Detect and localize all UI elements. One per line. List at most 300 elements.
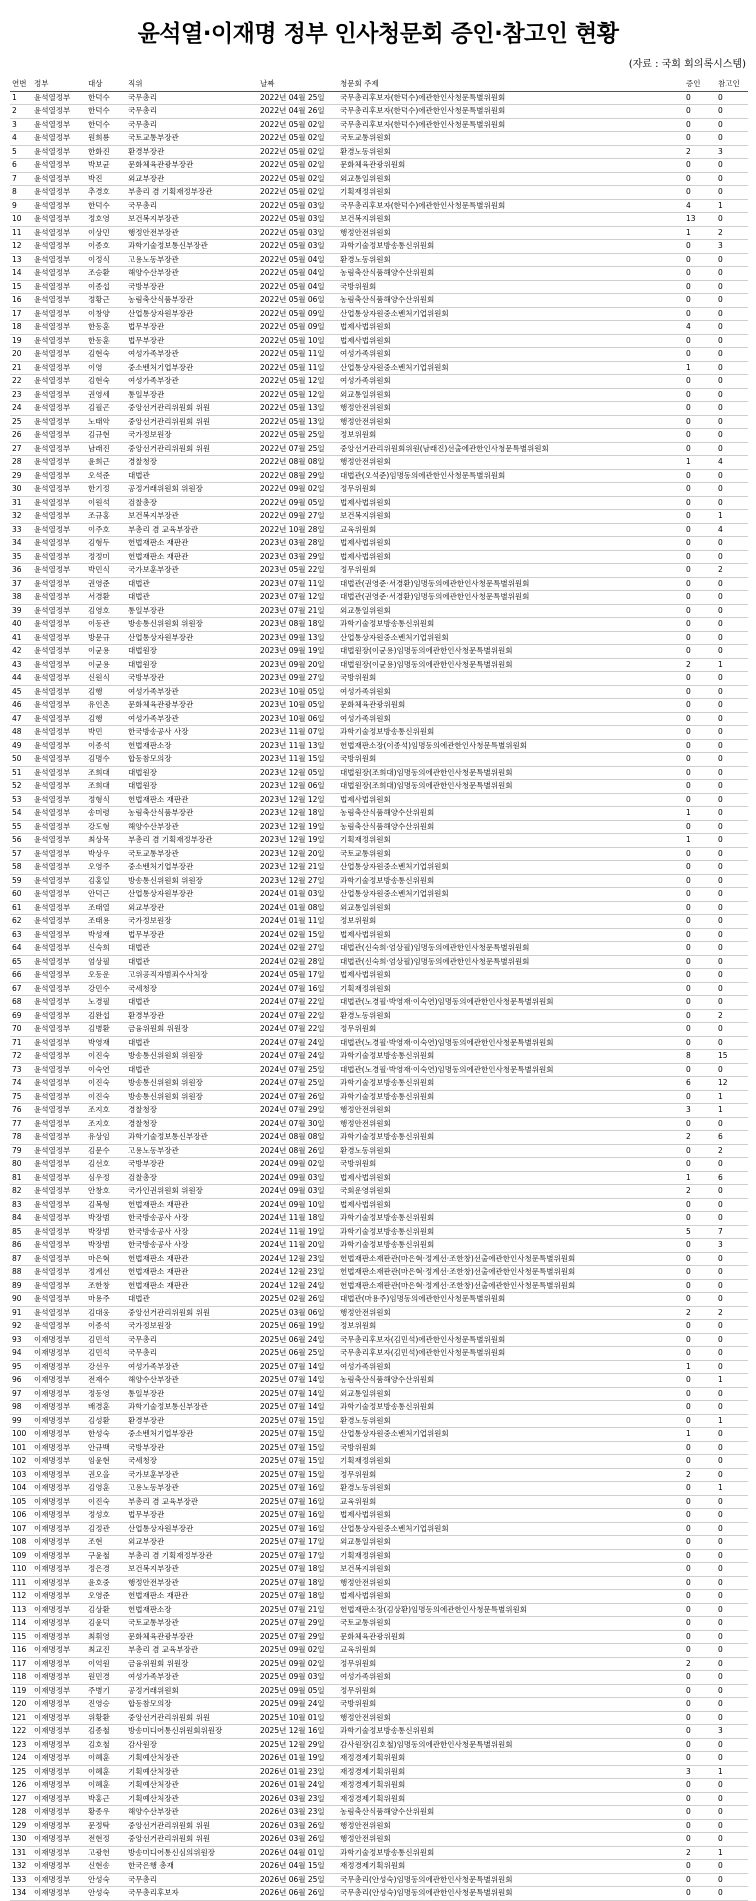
cell-date: 2022년 05월 13일 xyxy=(260,416,325,426)
table-row xyxy=(10,1401,748,1415)
table-row xyxy=(10,550,748,564)
cell-witnesses: 0 xyxy=(686,902,691,912)
cell-references: 3 xyxy=(718,1726,723,1735)
cell-government: 이재명정부 xyxy=(34,1861,71,1870)
cell-nominee: 이원석 xyxy=(88,497,110,507)
cell-number: 120 xyxy=(12,1699,27,1708)
cell-hearing-topic: 농림축산식품해양수산위원회 xyxy=(340,808,435,817)
cell-nominee: 엄상필 xyxy=(88,956,110,966)
cell-references: 0 xyxy=(718,956,723,966)
cell-number: 48 xyxy=(12,727,22,736)
cell-hearing-topic: 농림축산식품해양수산위원회 xyxy=(340,295,435,304)
cell-position: 기획예산처장관 xyxy=(128,1793,179,1803)
cell-witnesses: 0 xyxy=(686,1874,691,1884)
table-row xyxy=(10,1117,748,1131)
cell-nominee: 조규홍 xyxy=(88,511,110,520)
cell-witnesses: 0 xyxy=(686,700,691,709)
cell-government: 이재명정부 xyxy=(34,1402,71,1411)
cell-hearing-topic: 기획재정위원회 xyxy=(340,1550,391,1560)
cell-number: 76 xyxy=(12,1105,22,1114)
table-row xyxy=(10,483,748,497)
cell-references: 0 xyxy=(718,1510,723,1519)
cell-position: 대법관 xyxy=(128,1037,150,1047)
table-row xyxy=(10,226,748,240)
cell-references: 0 xyxy=(718,1429,723,1438)
cell-references: 15 xyxy=(718,1051,728,1060)
cell-number: 34 xyxy=(12,538,22,547)
cell-date: 2024년 07월 22일 xyxy=(260,997,325,1006)
cell-nominee: 유상임 xyxy=(88,1132,110,1141)
cell-nominee: 안성숙 xyxy=(88,1888,110,1897)
cell-witnesses: 4 xyxy=(686,322,691,331)
cell-position: 경찰청장 xyxy=(128,457,157,466)
cell-number: 53 xyxy=(12,794,22,804)
cell-government: 윤석열정부 xyxy=(34,281,71,291)
cell-number: 1 xyxy=(12,92,17,102)
cell-references: 0 xyxy=(718,754,723,763)
cell-position: 해양수산부장관 xyxy=(128,821,179,831)
cell-government: 윤석열정부 xyxy=(34,187,71,196)
cell-witnesses: 0 xyxy=(686,254,691,264)
cell-government: 이재명정부 xyxy=(34,1375,71,1384)
cell-government: 이재명정부 xyxy=(34,1658,71,1668)
cell-date: 2026년 03월 26일 xyxy=(260,1834,325,1843)
cell-date: 2022년 05월 03일 xyxy=(260,200,325,210)
table-row xyxy=(10,91,748,105)
cell-nominee: 김대웅 xyxy=(88,1307,110,1317)
cell-hearing-topic: 대법관(오석준)임명동의에관한인사청문특별위원회 xyxy=(340,470,506,480)
cell-position: 공정거래위원회 위원장 xyxy=(128,484,203,493)
cell-number: 18 xyxy=(12,322,22,331)
cell-hearing-topic: 산업통상자원중소벤처기업위원회 xyxy=(340,632,449,642)
cell-government: 이재명정부 xyxy=(34,1834,71,1843)
cell-number: 5 xyxy=(12,146,17,156)
cell-date: 2024년 07월 25일 xyxy=(260,1064,325,1074)
cell-references: 0 xyxy=(718,322,723,331)
table-row xyxy=(10,145,748,159)
cell-position: 과학기술정보통신부장관 xyxy=(128,241,208,250)
cell-number: 28 xyxy=(12,457,22,466)
cell-references: 2 xyxy=(718,1145,723,1155)
cell-number: 32 xyxy=(12,511,22,520)
cell-hearing-topic: 산업통상자원중소벤처기업위원회 xyxy=(340,362,449,372)
cell-witnesses: 0 xyxy=(686,1672,691,1681)
cell-hearing-topic: 과학기술정보방송통신위원회 xyxy=(340,1132,435,1141)
cell-position: 공정거래위원회 xyxy=(128,1685,179,1695)
cell-number: 133 xyxy=(12,1874,27,1884)
cell-witnesses: 0 xyxy=(686,403,691,412)
cell-hearing-topic: 법제사법위원회 xyxy=(340,335,391,345)
cell-hearing-topic: 환경노동위원회 xyxy=(340,254,391,264)
cell-number: 47 xyxy=(12,713,22,723)
cell-date: 2025년 07월 14일 xyxy=(260,1361,325,1371)
cell-witnesses: 0 xyxy=(686,1280,691,1290)
cell-government: 이재명정부 xyxy=(34,1456,71,1465)
cell-witnesses: 0 xyxy=(686,1145,691,1155)
cell-government: 윤석열정부 xyxy=(34,1321,71,1330)
cell-references: 0 xyxy=(718,875,723,885)
cell-date: 2026년 01월 24일 xyxy=(260,1780,325,1789)
cell-number: 64 xyxy=(12,943,22,952)
cell-hearing-topic: 법제사법위원회 xyxy=(340,322,391,331)
cell-date: 2024년 12월 23일 xyxy=(260,1267,325,1276)
cell-nominee: 최교진 xyxy=(88,1645,110,1654)
cell-government: 이재명정부 xyxy=(34,1888,71,1897)
cell-nominee: 박성재 xyxy=(88,929,110,939)
cell-government: 이재명정부 xyxy=(34,1537,71,1546)
cell-number: 124 xyxy=(12,1753,27,1762)
cell-references: 0 xyxy=(718,1294,723,1303)
cell-nominee: 김민석 xyxy=(88,1334,110,1344)
cell-government: 윤석열정부 xyxy=(34,308,71,318)
cell-position: 법무부장관 xyxy=(128,335,165,345)
cell-date: 2025년 09월 02일 xyxy=(260,1645,325,1654)
cell-government: 윤석열정부 xyxy=(34,1172,71,1182)
cell-position: 헌법재판소 재판관 xyxy=(128,1280,189,1290)
table-row xyxy=(10,1144,748,1158)
cell-nominee: 방문규 xyxy=(88,632,110,642)
cell-date: 2022년 09월 02일 xyxy=(260,484,325,493)
table-row xyxy=(10,267,748,281)
cell-number: 3 xyxy=(12,119,17,129)
cell-date: 2025년 06월 24일 xyxy=(260,1334,325,1344)
cell-government: 이재명정부 xyxy=(34,1469,71,1479)
cell-date: 2025년 07월 21일 xyxy=(260,1604,325,1614)
cell-references: 0 xyxy=(718,808,723,817)
cell-references: 0 xyxy=(718,619,723,628)
cell-hearing-topic: 기획재정위원회 xyxy=(340,983,391,993)
cell-nominee: 김현숙 xyxy=(88,376,110,385)
cell-position: 행정안전부장관 xyxy=(128,227,179,237)
cell-number: 73 xyxy=(12,1064,22,1074)
cell-nominee: 이진숙 xyxy=(88,1091,110,1101)
cell-position: 중앙선거관리위원회 위원 xyxy=(128,1712,211,1722)
cell-date: 2025년 07월 15일 xyxy=(260,1442,325,1452)
cell-hearing-topic: 대법관(노경필·박영재·이숙연)임명동의에관한인사청문특별위원회 xyxy=(340,1064,554,1074)
cell-references: 1 xyxy=(718,200,723,210)
cell-witnesses: 0 xyxy=(686,1010,691,1020)
cell-references: 0 xyxy=(718,295,723,304)
cell-government: 이재명정부 xyxy=(34,1780,71,1789)
table-row xyxy=(10,780,748,794)
table-row xyxy=(10,1738,748,1752)
cell-government: 윤석열정부 xyxy=(34,551,71,561)
table-row xyxy=(10,1590,748,1604)
cell-government: 이재명정부 xyxy=(34,1685,71,1695)
cell-government: 윤석열정부 xyxy=(34,565,71,574)
cell-government: 이재명정부 xyxy=(34,1348,71,1357)
cell-number: 81 xyxy=(12,1172,22,1182)
cell-witnesses: 0 xyxy=(686,943,691,952)
cell-references: 0 xyxy=(718,1280,723,1290)
cell-position: 방송미디어통신심의위원장 xyxy=(128,1847,215,1857)
cell-references: 0 xyxy=(718,497,723,507)
table-row xyxy=(10,388,748,402)
cell-date: 2023년 08월 18일 xyxy=(260,619,325,628)
cell-witnesses: 0 xyxy=(686,1834,691,1843)
cell-position: 국가보훈부장관 xyxy=(128,1469,179,1479)
cell-date: 2025년 07월 15일 xyxy=(260,1469,325,1479)
cell-hearing-topic: 재정경제기획위원회 xyxy=(340,1861,406,1870)
cell-date: 2022년 05월 03일 xyxy=(260,241,325,250)
cell-date: 2025년 07월 15일 xyxy=(260,1456,325,1465)
cell-references: 0 xyxy=(718,1820,723,1830)
cell-nominee: 윤희근 xyxy=(88,457,110,466)
cell-number: 45 xyxy=(12,686,22,696)
cell-hearing-topic: 문화체육관광위원회 xyxy=(340,700,406,709)
cell-date: 2022년 05월 12일 xyxy=(260,376,325,385)
cell-references: 1 xyxy=(718,1483,723,1492)
cell-references: 1 xyxy=(718,1375,723,1384)
cell-nominee: 이정식 xyxy=(88,254,110,264)
cell-position: 여성가족부장관 xyxy=(128,686,179,696)
cell-nominee: 안규백 xyxy=(88,1442,110,1452)
cell-date: 2025년 12월 16일 xyxy=(260,1726,325,1735)
cell-references: 0 xyxy=(718,889,723,898)
cell-number: 51 xyxy=(12,767,22,777)
cell-nominee: 권오을 xyxy=(88,1469,110,1479)
cell-hearing-topic: 산업통상자원중소벤처기업위원회 xyxy=(340,1523,449,1533)
cell-hearing-topic: 환경노동위원회 xyxy=(340,146,391,156)
cell-nominee: 한덕수 xyxy=(88,200,110,210)
cell-number: 41 xyxy=(12,632,22,642)
table-row xyxy=(10,429,748,443)
cell-government: 윤석열정부 xyxy=(34,754,71,763)
cell-hearing-topic: 정보위원회 xyxy=(340,1321,377,1330)
cell-nominee: 김민석 xyxy=(88,1348,110,1357)
cell-hearing-topic: 보건복지위원회 xyxy=(340,214,391,223)
cell-references: 1 xyxy=(718,511,723,520)
cell-date: 2025년 07월 29일 xyxy=(260,1631,325,1641)
cell-date: 2022년 05월 04일 xyxy=(260,281,325,291)
cell-witnesses: 0 xyxy=(686,1267,691,1276)
table-row xyxy=(10,159,748,173)
cell-witnesses: 0 xyxy=(686,1577,691,1587)
cell-references: 7 xyxy=(718,1226,723,1236)
cell-witnesses: 0 xyxy=(686,862,691,871)
cell-position: 부총리 겸 교육부장관 xyxy=(128,1645,198,1654)
cell-references: 0 xyxy=(718,484,723,493)
cell-witnesses: 0 xyxy=(686,848,691,858)
cell-hearing-topic: 국토교통위원회 xyxy=(340,848,391,858)
cell-references: 6 xyxy=(718,1172,723,1182)
cell-hearing-topic: 국방위원회 xyxy=(340,1699,377,1708)
cell-references: 6 xyxy=(718,1132,723,1141)
cell-number: 98 xyxy=(12,1402,22,1411)
table-header-row xyxy=(10,78,748,91)
cell-references: 0 xyxy=(718,848,723,858)
cell-number: 112 xyxy=(12,1591,27,1600)
cell-government: 윤석열정부 xyxy=(34,1051,71,1060)
cell-nominee: 조태용 xyxy=(88,916,110,925)
cell-number: 40 xyxy=(12,619,22,628)
cell-nominee: 이숙연 xyxy=(88,1064,110,1074)
table-row xyxy=(10,1374,748,1388)
cell-number: 33 xyxy=(12,524,22,534)
cell-hearing-topic: 환경노동위원회 xyxy=(340,1483,391,1492)
cell-hearing-topic: 대법관(노경필·박영재·이숙연)임명동의에관한인사청문특별위원회 xyxy=(340,1037,554,1047)
cell-references: 0 xyxy=(718,362,723,372)
cell-government: 윤석열정부 xyxy=(34,605,71,615)
table-row xyxy=(10,1185,748,1199)
cell-hearing-topic: 국무총리후보자(한덕수)에관한인사청문특별위원회 xyxy=(340,92,506,102)
cell-number: 54 xyxy=(12,808,22,817)
cell-government: 윤석열정부 xyxy=(34,1267,71,1276)
cell-hearing-topic: 정무위원회 xyxy=(340,1469,377,1479)
cell-nominee: 김홍일 xyxy=(88,875,110,885)
cell-number: 19 xyxy=(12,335,22,345)
cell-date: 2025년 02월 26일 xyxy=(260,1294,325,1303)
cell-witnesses: 0 xyxy=(686,1604,691,1614)
table-row xyxy=(10,1428,748,1442)
table-row xyxy=(10,645,748,659)
cell-witnesses: 8 xyxy=(686,1051,691,1060)
table-row xyxy=(10,523,748,537)
cell-witnesses: 0 xyxy=(686,1739,691,1749)
cell-position: 대법관 xyxy=(128,470,150,480)
cell-date: 2026년 03월 26일 xyxy=(260,1820,325,1830)
cell-date: 2022년 08월 08일 xyxy=(260,457,325,466)
cell-nominee: 김문수 xyxy=(88,1145,110,1155)
cell-hearing-topic: 보건복지위원회 xyxy=(340,1564,391,1573)
cell-date: 2022년 07월 25일 xyxy=(260,443,325,453)
cell-hearing-topic: 외교통일위원회 xyxy=(340,1537,391,1546)
cell-number: 123 xyxy=(12,1739,27,1749)
cell-date: 2022년 05월 11일 xyxy=(260,362,325,372)
cell-date: 2024년 09월 03일 xyxy=(260,1186,325,1195)
cell-nominee: 배경훈 xyxy=(88,1402,110,1411)
cell-position: 대법원장 xyxy=(128,659,157,669)
cell-references: 0 xyxy=(718,1888,723,1897)
cell-position: 헌법재판소 재판관 xyxy=(128,1253,189,1263)
table-row xyxy=(10,1306,748,1320)
cell-nominee: 김영호 xyxy=(88,605,110,615)
cell-position: 여성가족부장관 xyxy=(128,1361,179,1371)
cell-position: 금융위원회 위원장 xyxy=(128,1024,189,1033)
cell-number: 44 xyxy=(12,673,22,682)
cell-hearing-topic: 과학기술정보방송통신위원회 xyxy=(340,1847,435,1857)
cell-witnesses: 0 xyxy=(686,727,691,736)
cell-references: 1 xyxy=(718,1847,723,1857)
cell-date: 2026년 06월 26일 xyxy=(260,1888,325,1897)
table-row xyxy=(10,1887,748,1901)
cell-references: 0 xyxy=(718,1267,723,1276)
cell-government: 이재명정부 xyxy=(34,1712,71,1722)
table-row xyxy=(10,1576,748,1590)
cell-nominee: 박상우 xyxy=(88,848,110,858)
table-row xyxy=(10,685,748,699)
cell-hearing-topic: 법제사법위원회 xyxy=(340,794,391,804)
cell-hearing-topic: 중앙선거관리위원회위원(남래진)선출에관한인사청문특별위원회 xyxy=(340,443,549,453)
table-row xyxy=(10,1630,748,1644)
cell-date: 2025년 07월 17일 xyxy=(260,1550,325,1560)
cell-witnesses: 0 xyxy=(686,1375,691,1384)
cell-date: 2022년 05월 25일 xyxy=(260,430,325,439)
cell-number: 49 xyxy=(12,740,22,750)
cell-position: 국무총리 xyxy=(128,1334,157,1344)
cell-position: 감사원장 xyxy=(128,1739,157,1749)
cell-number: 86 xyxy=(12,1240,22,1249)
cell-references: 3 xyxy=(718,1240,723,1249)
cell-hearing-topic: 국방위원회 xyxy=(340,1159,377,1168)
cell-references: 0 xyxy=(718,92,723,102)
cell-position: 헌법재판소장 xyxy=(128,740,172,750)
cell-position: 경찰청장 xyxy=(128,1118,157,1128)
cell-government: 윤석열정부 xyxy=(34,740,71,750)
cell-witnesses: 0 xyxy=(686,1253,691,1263)
cell-number: 46 xyxy=(12,700,22,709)
cell-witnesses: 0 xyxy=(686,1483,691,1492)
cell-witnesses: 13 xyxy=(686,214,696,223)
cell-references: 0 xyxy=(718,673,723,682)
cell-references: 0 xyxy=(718,1739,723,1749)
cell-hearing-topic: 환경노동위원회 xyxy=(340,1145,391,1155)
cell-witnesses: 0 xyxy=(686,551,691,561)
table-row xyxy=(10,753,748,767)
cell-nominee: 이혜훈 xyxy=(88,1780,110,1789)
cell-references: 0 xyxy=(718,1564,723,1573)
table-row xyxy=(10,1779,748,1793)
cell-hearing-topic: 법제사법위원회 xyxy=(340,538,391,547)
cell-position: 환경부장관 xyxy=(128,1010,165,1020)
cell-date: 2022년 05월 06일 xyxy=(260,295,325,304)
cell-references: 0 xyxy=(718,1361,723,1371)
cell-number: 125 xyxy=(12,1766,27,1776)
cell-position: 산업통상자원부장관 xyxy=(128,632,194,642)
cell-date: 2025년 07월 14일 xyxy=(260,1388,325,1398)
cell-number: 134 xyxy=(12,1888,27,1897)
cell-hearing-topic: 재정경제기획위원회 xyxy=(340,1766,406,1776)
cell-number: 69 xyxy=(12,1010,22,1020)
cell-date: 2022년 08월 29일 xyxy=(260,470,325,480)
cell-nominee: 조지호 xyxy=(88,1118,110,1128)
cell-position: 국무총리 xyxy=(128,1874,157,1884)
cell-nominee: 박장범 xyxy=(88,1226,110,1236)
table-row xyxy=(10,1414,748,1428)
table-row xyxy=(10,1009,748,1023)
cell-references: 0 xyxy=(718,119,723,129)
table-row xyxy=(10,442,748,456)
cell-government: 이재명정부 xyxy=(34,1874,71,1884)
cell-position: 헌법재판소장 xyxy=(128,1604,172,1614)
table-row xyxy=(10,1698,748,1712)
cell-government: 윤석열정부 xyxy=(34,227,71,237)
cell-witnesses: 0 xyxy=(686,1631,691,1641)
cell-nominee: 김상환 xyxy=(88,1604,110,1614)
cell-nominee: 한덕수 xyxy=(88,92,110,102)
cell-nominee: 진영승 xyxy=(88,1699,110,1708)
cell-number: 72 xyxy=(12,1051,22,1060)
cell-references: 0 xyxy=(718,133,723,142)
table-row xyxy=(10,132,748,146)
cell-number: 114 xyxy=(12,1618,27,1627)
cell-references: 0 xyxy=(718,970,723,979)
cell-references: 0 xyxy=(718,1753,723,1762)
cell-nominee: 박민식 xyxy=(88,565,110,574)
table-row xyxy=(10,1441,748,1455)
cell-number: 119 xyxy=(12,1685,27,1695)
cell-nominee: 문정탁 xyxy=(88,1820,110,1830)
cell-references: 0 xyxy=(718,1699,723,1708)
cell-position: 국방부장관 xyxy=(128,1442,165,1452)
cell-witnesses: 5 xyxy=(686,1226,691,1236)
cell-position: 고용노동부장관 xyxy=(128,1483,179,1492)
cell-references: 0 xyxy=(718,1186,723,1195)
cell-government: 이재명정부 xyxy=(34,1550,71,1560)
cell-position: 문화체육관광부장관 xyxy=(128,700,194,709)
cell-nominee: 이혜훈 xyxy=(88,1766,110,1776)
cell-hearing-topic: 여성가족위원회 xyxy=(340,713,391,723)
